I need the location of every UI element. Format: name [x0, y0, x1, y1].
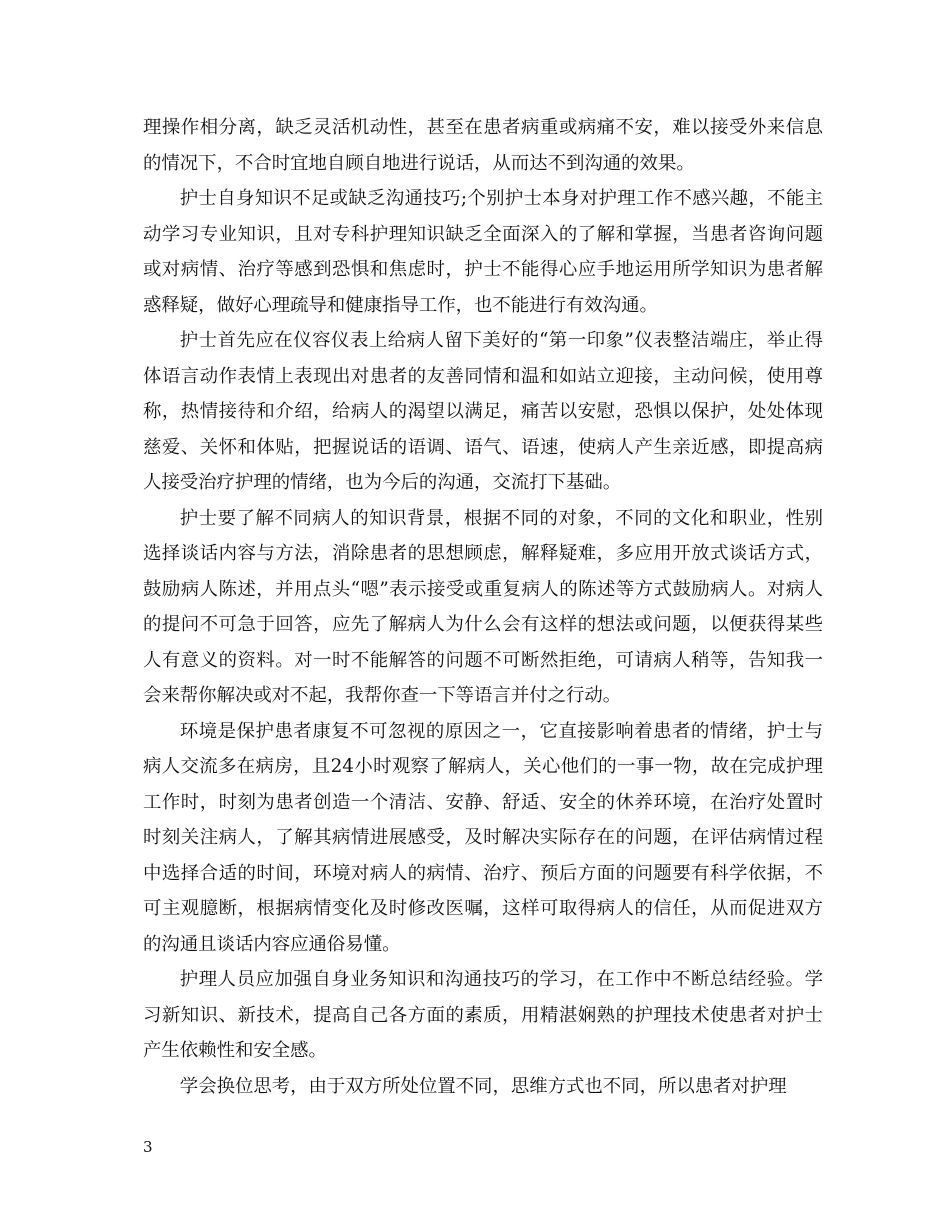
paragraph-5: 环境是保护患者康复不可忽视的原因之一，它直接影响着患者的情绪，护士与病人交流多在病房，且24小时观察了解病人，关心他们的一事一物，故在完成护理工作时，时刻为患者创造一个清洁、安静、舒适、安全的休养环境，在治疗处置时时刻关注病人，了解其病情进展感受，及时解决实际存在的问题，在评估病情过程中选择合适的时间，环境对病人的病情、治疗、预后方面的问题要有科学依据，不可主观臆断，根据病情变化及时修改医嘱，这样可取得病人的信任，从而促进双方的沟通且谈话内容应通俗易懂。 — [143, 720, 823, 955]
paragraph-1: 理操作相分离，缺乏灵活机动性，甚至在患者病重或病痛不安，难以接受外来信息的情况下，不合时宜地自顾自地进行说话，从而达不到沟通的效果。 — [143, 117, 823, 174]
paragraph-7: 学会换位思考，由于双方所处位置不同，思维方式也不同，所以患者对护理 — [179, 1075, 787, 1097]
document-body — [143, 110, 823, 1104]
paragraph-3: 护士首先应在仪容仪表上给病人留下美好的“第一印象”仪表整洁端庄，举止得体语言动作表情上表现出对患者的友善同情和温和如站立迎接，主动问候，使用尊称，热情接待和介绍，给病人的渴望以满足，痛苦以安慰，恐惧以保护，处处体现慈爱、关怀和体贴，把握说话的语调、语气、语速，使病人产生亲近感，即提高病人接受治疗护理的情绪，也为今后的沟通，交流打下基础。 — [143, 330, 823, 493]
page-number: 3 — [143, 1138, 153, 1156]
paragraph-4: 护士要了解不同病人的知识背景，根据不同的对象，不同的文化和职业，性别选择谈话内容与方法，消除患者的思想顾虑，解释疑难，多应用开放式谈话方式，鼓励病人陈述，并用点头“嗯”表示接受或重复病人的陈述等方式鼓励病人。对病人的提问不可急于回答，应先了解病人为什么会有这样的想法或问题，以便获得某些人有意义的资料。对一时不能解答的问题不可断然拒绝，可请病人稍等，告知我一会来帮你解决或对不起，我帮你查一下等语言并付之行动。 — [143, 507, 823, 706]
paragraph-6: 护理人员应加强自身业务知识和沟通技巧的学习，在工作中不断总结经验。学习新知识、新技术，提高自己各方面的素质，用精湛娴熟的护理技术使患者对护士产生依赖性和安全感。 — [143, 969, 823, 1061]
paragraph-2: 护士自身知识不足或缺乏沟通技巧;个别护士本身对护理工作不感兴趣，不能主动学习专业知识，且对专科护理知识缺乏全面深入的了解和掌握，当患者咨询问题或对病情、治疗等感到恐惧和焦虑时，护士不能得心应手地运用所学知识为患者解惑释疑，做好心理疏导和健康指导工作，也不能进行有效沟通。 — [143, 188, 823, 316]
